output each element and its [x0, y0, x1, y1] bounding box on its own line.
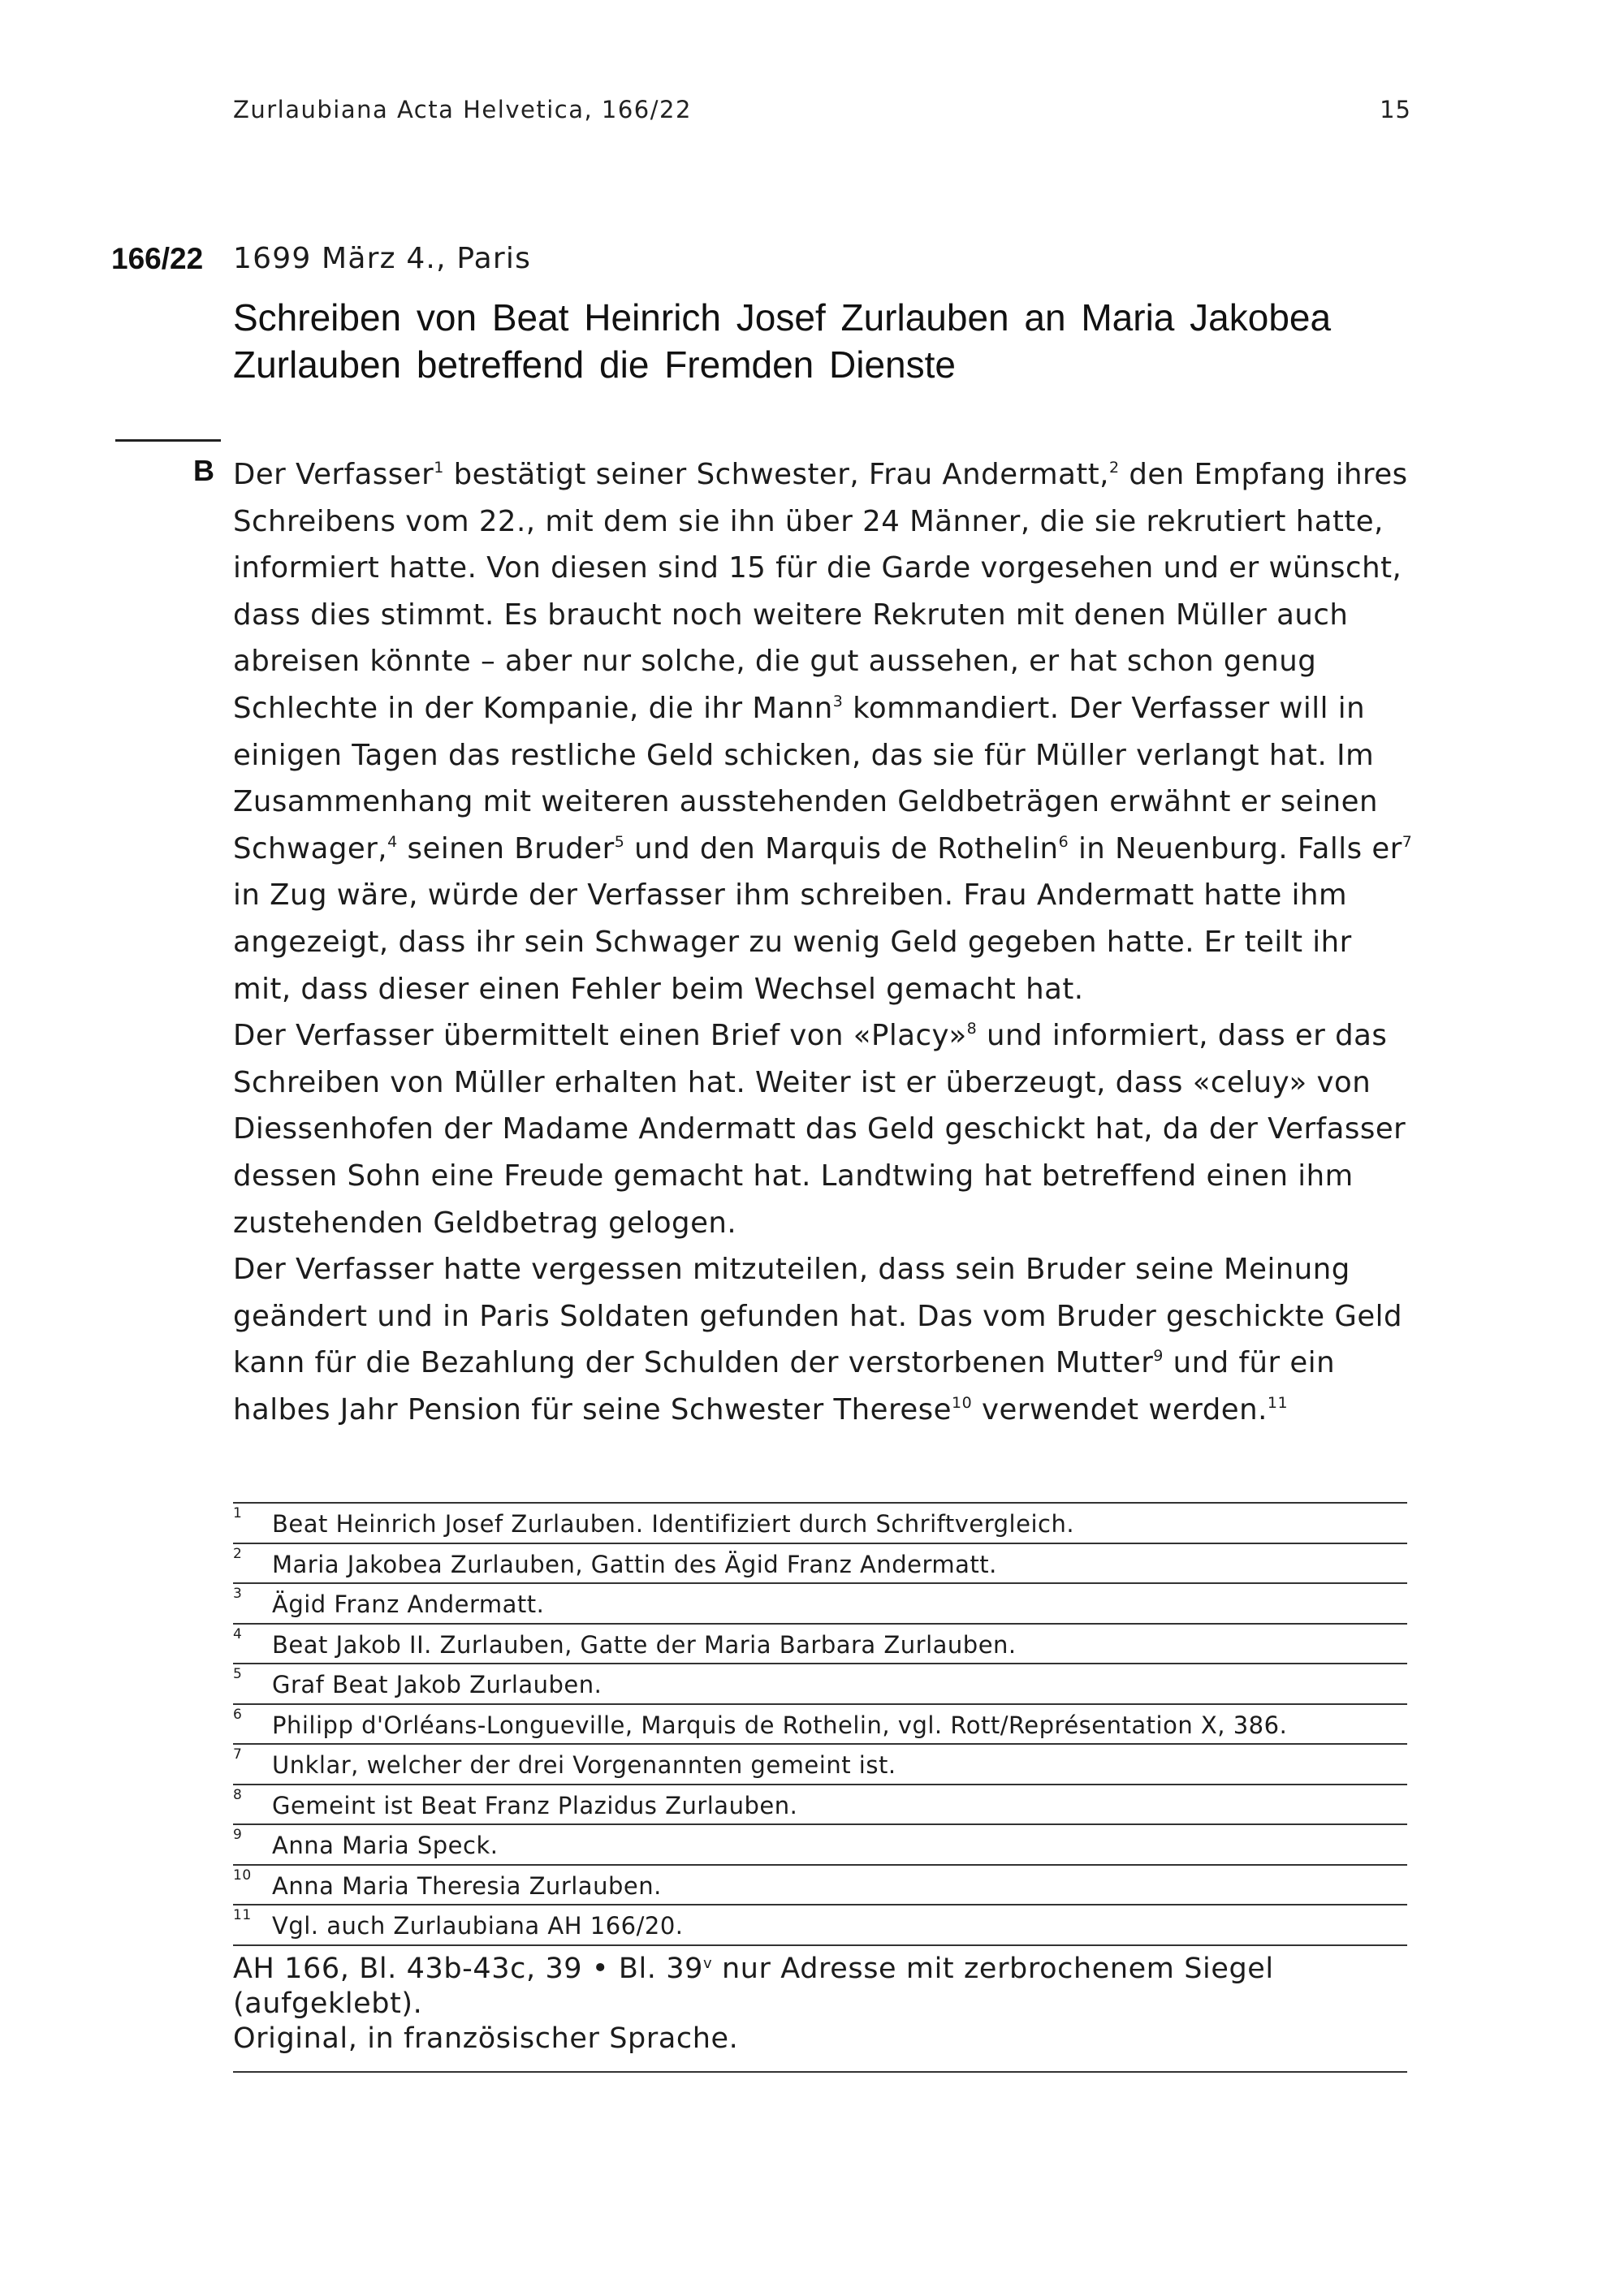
- footnote-ref: 7: [1402, 832, 1413, 851]
- summary-paragraph: Der Verfasser hatte vergessen mitzuteilen, dass sein Bruder seine Meinung geändert und in Paris Soldaten gefunden hat. Das vom Bruder geschickte Geld kann für die Bezahlung der Schulden der verstorbenen Mutter$^9$ und für ein halbes Jahr Pension für seine Schwester Therese$^{10}$ verwendet werden.$^{11}$: [233, 1253, 1403, 1426]
- footnote: [233, 1705, 1407, 1746]
- source-line: AH 166, Bl. 43b-43c, 39 • Bl. 39$^v$ nur Adresse mit zerbrochenem Siegel (aufgeklebt).: [233, 1953, 1274, 2020]
- source-line: Original, in französischer Sprache.: [233, 2022, 739, 2055]
- footnote-text: Maria Jakobea Zurlauben, Gattin des Ägid Franz Andermatt.: [272, 1550, 997, 1578]
- footnote-ref: 11: [1267, 1393, 1289, 1412]
- document-number: 166/22: [111, 242, 204, 275]
- footnote-number: 9: [233, 1827, 243, 1843]
- footnote: [233, 1664, 1407, 1705]
- footnote-ref: 1: [434, 459, 444, 477]
- running-title: Zurlaubiana Acta Helvetica, 166/22: [233, 96, 692, 123]
- footnote-number: 1: [233, 1505, 243, 1521]
- footnote: [233, 1584, 1407, 1625]
- footnote: [233, 1785, 1407, 1826]
- footnote-number: 3: [233, 1586, 243, 1602]
- footnote-text: Anna Maria Speck.: [272, 1832, 499, 1859]
- footnote-ref: 8: [966, 1020, 978, 1038]
- footnote: [233, 1745, 1407, 1785]
- footnote-text: Vgl. auch Zurlaubiana AH 166/20.: [272, 1912, 684, 1940]
- footnote-ref: 5: [614, 832, 625, 851]
- verso-mark: v: [703, 1955, 713, 1972]
- footnote-ref: 2: [1108, 459, 1120, 477]
- footnote: [233, 1905, 1407, 1946]
- document-title: Schreiben von Beat Heinrich Josef Zurlauben an Maria Jakobea Zurlauben betreffend die Fremden Dienste: [233, 296, 1332, 386]
- footnote-text: Philipp d'Orléans-Longueville, Marquis de Rothelin, vgl. Rott/Représentation X, 386.: [272, 1711, 1288, 1739]
- footnote-number: 4: [233, 1625, 243, 1642]
- footnote-text: Ägid Franz Andermatt.: [272, 1590, 545, 1618]
- footnote: [233, 1544, 1407, 1585]
- footnote-ref: 3: [832, 692, 844, 710]
- footnote: [233, 1825, 1407, 1866]
- footnote-text: Gemeint ist Beat Franz Plazidus Zurlauben.: [272, 1791, 798, 1819]
- footnote-ref: 6: [1058, 832, 1069, 851]
- footnote-number: 7: [233, 1746, 243, 1763]
- footnote-number: 2: [233, 1545, 243, 1562]
- footnote-ref: 9: [1153, 1347, 1164, 1366]
- summary-paragraph: Der Verfasser$^1$ bestätigt seiner Schwester, Frau Andermatt,$^2$ den Empfang ihres Schreibens vom 22., mit dem sie ihn über 24 Männer, die sie rekrutiert hatte, informiert hatte. Von diesen sind 15 für die Garde vorgesehen und er wünscht, dass dies stimmt. Es braucht noch weitere Rekruten mit denen Müller auch abreisen könnte – aber nur solche, die gut aussehen, er hat schon genug Schlechte in der Kompanie, die ihr Mann$^3$ kommandiert. Der Verfasser will in einigen Tagen das restliche Geld schicken, das sie für Müller verlangt hat. Im Zusammenhang mit weiteren ausstehenden Geldbeträgen erwähnt er seinen Schwager,$^4$ seinen Bruder$^5$ und den Marquis de Rothelin$^6$ in Neuenburg. Falls $er^7$ in Zug wäre, würde der Verfasser ihm schreiben. Frau Andermatt hatte ihm angezeigt, dass ihr sein Schwager zu wenig Geld gegeben hatte. Er teilt ihr mit, dass dieser einen Fehler beim Wechsel gemacht hat.: [233, 458, 1413, 1006]
- footnote-text: Graf Beat Jakob Zurlauben.: [272, 1671, 603, 1698]
- summary-paragraph: Der Verfasser übermittelt einen Brief von «Placy»$^8$ und informiert, dass er das Schreiben von Müller erhalten hat. Weiter ist er überzeugt, dass «celuy» von Diessenhofen der Madame Andermatt das Geld geschickt hat, da der Verfasser dessen Sohn eine Freude gemacht hat. Landtwing hat betreffend einen ihm zustehenden Geldbetrag gelogen.: [233, 1019, 1406, 1240]
- footnote-ref: 4: [387, 832, 398, 851]
- footnote-text: Beat Heinrich Josef Zurlauben. Identifiziert durch Schriftvergleich.: [272, 1510, 1075, 1538]
- footnote-number: 8: [233, 1786, 243, 1803]
- footnote-number: 6: [233, 1706, 243, 1723]
- footnote: [233, 1625, 1407, 1665]
- footnote-text: Beat Jakob II. Zurlauben, Gatte der Maria Barbara Zurlauben.: [272, 1630, 1017, 1659]
- footnote-number: 10: [233, 1867, 252, 1884]
- footnote-text: Unklar, welcher der drei Vorgenannten gemeint ist.: [272, 1751, 896, 1779]
- footnote-ref: 10: [952, 1393, 973, 1412]
- footnote-text: Anna Maria Theresia Zurlauben.: [272, 1871, 662, 1900]
- footnote-number: 11: [233, 1907, 252, 1923]
- page-number: 15: [1380, 96, 1411, 123]
- section-marker: B: [193, 454, 214, 487]
- footnote: [233, 1504, 1407, 1544]
- summary: [233, 451, 1419, 1433]
- section-rule: [115, 439, 221, 442]
- footnote: [233, 1866, 1407, 1906]
- source-note: [233, 1952, 1407, 2073]
- document-date-place: 1699 März 4., Paris: [233, 242, 532, 275]
- footnote-number: 5: [233, 1666, 243, 1682]
- footnotes: [233, 1502, 1407, 1946]
